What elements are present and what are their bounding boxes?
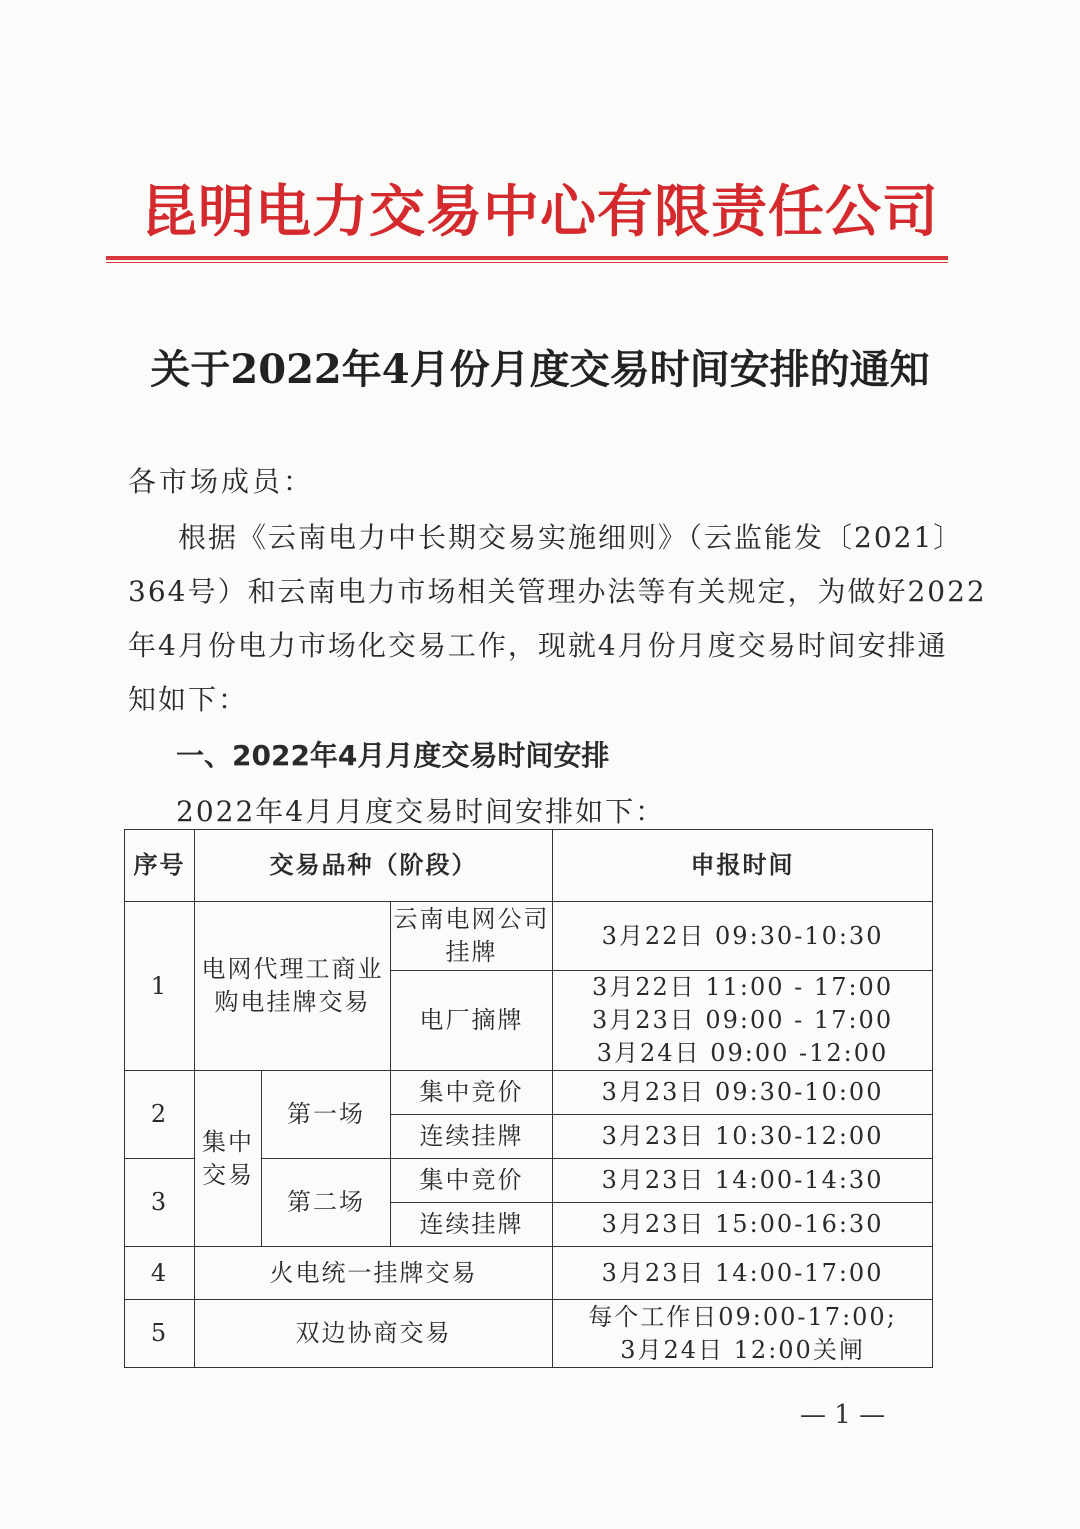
stage-cell xyxy=(391,902,553,971)
time-cell: 3月23日 10:30-12:00 xyxy=(553,1115,933,1159)
time-cell: 3月22日 09:30-10:30 xyxy=(553,902,933,971)
variety-cell xyxy=(195,902,391,1071)
table-row xyxy=(125,1071,933,1115)
letterhead-divider xyxy=(106,256,948,260)
stage-line: 云南电网公司 xyxy=(393,905,550,933)
variety-cell: 火电统一挂牌交易 xyxy=(195,1247,553,1300)
header-seq: 序号 xyxy=(125,830,195,902)
stage-cell: 连续挂牌 xyxy=(391,1115,553,1159)
time-cell xyxy=(553,1300,933,1368)
time-line: 3月24日 09:00 -12:00 xyxy=(596,1039,889,1067)
time-cell: 3月23日 09:30-10:00 xyxy=(553,1071,933,1115)
time-line: 每个工作日09:00-17:00; xyxy=(588,1302,897,1331)
row-seq: 4 xyxy=(125,1247,195,1300)
header-variety: 交易品种（阶段） xyxy=(195,830,553,902)
table-row xyxy=(125,1247,933,1300)
stage-cell: 连续挂牌 xyxy=(391,1203,553,1247)
stage-cell: 集中竞价 xyxy=(391,1159,553,1203)
paragraph-line: 年4月份电力市场化交易工作，现就4月份月度交易时间安排通 xyxy=(128,629,948,662)
table-header-row xyxy=(125,830,933,902)
time-cell: 3月23日 14:00-17:00 xyxy=(553,1247,933,1300)
table-row xyxy=(125,902,933,971)
stage-line: 挂牌 xyxy=(445,938,498,966)
session-cell: 第二场 xyxy=(262,1159,391,1247)
row-seq: 5 xyxy=(125,1300,195,1368)
time-line: 3月24日 12:00关闸 xyxy=(620,1335,865,1364)
session-cell: 第一场 xyxy=(262,1071,391,1159)
page-number: — 1 — xyxy=(800,1400,886,1430)
paragraph-line: 364号）和云南电力市场相关管理办法等有关规定，为做好2022 xyxy=(128,575,987,608)
paragraph-line: 知如下： xyxy=(128,683,249,716)
section-heading: 一、2022年4月月度交易时间安排 xyxy=(176,739,610,772)
table-row xyxy=(125,1300,933,1368)
time-cell: 3月23日 15:00-16:30 xyxy=(553,1203,933,1247)
organization-letterhead: 昆明电力交易中心有限责任公司 xyxy=(141,180,939,245)
variety-line: 电网代理工商业 xyxy=(201,955,384,983)
letterhead-divider-thin xyxy=(106,262,948,263)
table-intro: 2022年4月月度交易时间安排如下： xyxy=(176,795,666,828)
variety-cell: 双边协商交易 xyxy=(195,1300,553,1368)
schedule-table xyxy=(124,829,933,1368)
row-seq: 3 xyxy=(125,1159,195,1247)
stage-cell: 电厂摘牌 xyxy=(391,971,553,1071)
centralized-line: 集中 xyxy=(202,1127,254,1156)
time-cell xyxy=(553,971,933,1071)
paragraph-line: 根据《云南电力中长期交易实施细则》（云监能发〔2021〕 xyxy=(178,521,964,554)
time-line: 3月23日 09:00 - 17:00 xyxy=(591,1006,894,1034)
time-cell: 3月23日 14:00-14:30 xyxy=(553,1159,933,1203)
row-seq: 1 xyxy=(125,902,195,1071)
variety-line: 购电挂牌交易 xyxy=(214,988,371,1016)
centralized-line: 交易 xyxy=(202,1160,254,1189)
time-line: 3月22日 11:00 - 17:00 xyxy=(591,973,894,1001)
centralized-trade-cell xyxy=(195,1071,262,1247)
header-time: 申报时间 xyxy=(553,830,933,902)
document-title: 关于2022年4月份月度交易时间安排的通知 xyxy=(150,346,930,393)
stage-cell: 集中竞价 xyxy=(391,1071,553,1115)
row-seq: 2 xyxy=(125,1071,195,1159)
salutation: 各市场成员： xyxy=(128,465,315,498)
